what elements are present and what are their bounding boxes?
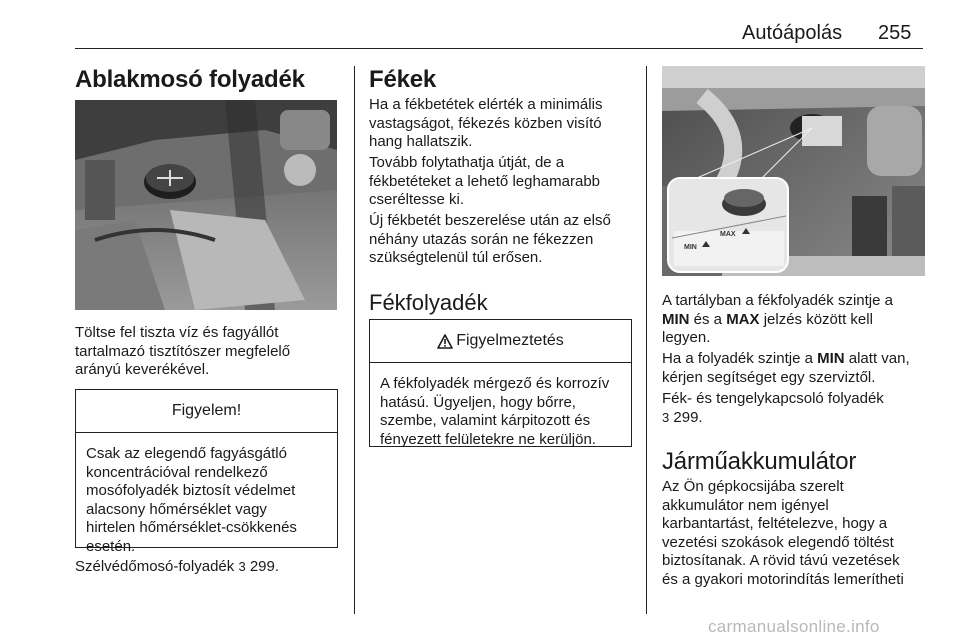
text-line: esetén. <box>86 537 136 555</box>
text-line: A fékfolyadék mérgező és korrozív <box>380 375 610 392</box>
running-header-title: Autóápolás <box>742 22 843 44</box>
text-line: fényezett felületekre ne kerüljön. <box>380 430 596 448</box>
text-span: kérjen segítséget egy szerviztől. <box>662 368 876 386</box>
text-line: tartalmazó tisztítószer megfelelő <box>75 342 291 360</box>
text-line <box>662 311 893 330</box>
notice-title: Figyelem! <box>76 390 337 433</box>
text-span: alatt van, <box>844 350 910 367</box>
text-line: Az Ön gépkocsijába szerelt <box>662 478 844 495</box>
text-span: legyen. <box>662 329 711 347</box>
notice-box <box>75 389 338 555</box>
text-line: cseréltesse ki. <box>369 191 465 209</box>
section-heading-battery: Járműakkumulátor <box>662 448 857 475</box>
crossref-page: 299. <box>249 558 280 575</box>
crossref-arrow-icon: 3 <box>238 559 246 574</box>
warning-box <box>369 319 632 447</box>
washer-fluid-text <box>75 324 290 380</box>
brakes-paragraph-3 <box>369 212 611 268</box>
subheading-brake-fluid: Fékfolyadék <box>369 290 488 315</box>
text-line: hang hallatszik. <box>369 133 473 151</box>
text-line: szembe, valamint kárpitozott és <box>380 412 591 430</box>
text-line: karbantartást, feltételezve, hogy a <box>662 515 888 533</box>
watermark: carmanualsonline.info <box>708 617 880 636</box>
washer-fluid-image <box>75 100 337 310</box>
brake-fluid-image <box>662 66 925 276</box>
text-span: jelzés között kell <box>759 310 873 328</box>
text-line <box>662 369 910 388</box>
text-line: Ha a fékbetétek elérték a minimális <box>369 96 603 113</box>
text-line: vastagságot, fékezés közben visító <box>369 114 602 132</box>
text-line: biztosítanak. A rövid távú vezetések <box>662 552 900 570</box>
page-number: 255 <box>878 22 912 44</box>
text-span: és a <box>689 310 727 328</box>
text-line: néhány utazás során ne fékezzen <box>369 230 594 248</box>
column-divider-1 <box>354 66 355 614</box>
battery-text <box>662 478 904 590</box>
text-line <box>662 350 910 369</box>
text-line: fékbetéteket a lehető leghamarabb <box>369 172 600 190</box>
crossref-washer[interactable] <box>75 558 279 577</box>
min-label: MIN <box>662 310 690 328</box>
header-rule <box>75 48 923 49</box>
crossref-text: Fék- és tengelykapcsoló folyadék <box>662 390 884 407</box>
text-line: Csak az elegendő fagyásgátló <box>86 445 287 462</box>
text-line: Töltse fel tiszta víz és fagyállót <box>75 324 279 341</box>
text-line: és a gyakori motorindítás lemerítheti <box>662 570 904 588</box>
min-label: MIN <box>817 350 845 367</box>
text-line: hatású. Ügyeljen, hogy bőrre, <box>380 393 576 411</box>
max-mark-label: MAX <box>720 231 736 238</box>
text-line: szükségtelenül túl erősen. <box>369 249 543 267</box>
text-line: hirtelen hőmérséklet-csökkenés <box>86 519 297 537</box>
warning-body <box>370 363 631 449</box>
section-heading-washer-fluid: Ablakmosó folyadék <box>75 66 305 93</box>
text-line: koncentrációval rendelkező <box>86 463 268 481</box>
brake-fluid-low-text <box>662 350 910 387</box>
brake-fluid-level-text <box>662 292 893 348</box>
warning-title-row <box>370 320 631 363</box>
warning-title: Figyelmeztetés <box>456 332 564 349</box>
brakes-paragraph-1 <box>369 96 602 152</box>
text-line: Új fékbetét beszerelése után az első <box>369 212 611 229</box>
text-span: A tartályban a fékfolyadék szintje a <box>662 292 893 309</box>
brakes-paragraph-2 <box>369 154 600 210</box>
crossref-text: Szélvédőmosó-folyadék <box>75 558 235 575</box>
text-line: alacsony hőmérséklet vagy <box>86 500 267 518</box>
notice-body <box>76 433 337 557</box>
text-line: akkumulátor nem igényel <box>662 496 829 514</box>
crossref-arrow-icon: 3 <box>662 409 670 425</box>
text-line <box>662 409 884 428</box>
min-mark-label: MIN <box>684 244 697 251</box>
text-line: mosófolyadék biztosít védelmet <box>86 482 296 500</box>
text-line: Tovább folytathatja útját, de a <box>369 154 565 171</box>
crossref-brake-fluid[interactable] <box>662 390 884 427</box>
warning-triangle-icon <box>437 334 453 349</box>
text-line <box>662 329 893 348</box>
column-divider-2 <box>646 66 647 614</box>
text-line: arányú keverékével. <box>75 361 210 379</box>
max-label: MAX <box>726 310 760 328</box>
text-line <box>662 292 893 311</box>
text-span: Ha a folyadék szintje a <box>662 350 818 367</box>
crossref-page: 299. <box>673 408 703 426</box>
text-line: vezetési szokások elegendő töltést <box>662 533 894 551</box>
section-heading-brakes: Fékek <box>369 66 437 93</box>
